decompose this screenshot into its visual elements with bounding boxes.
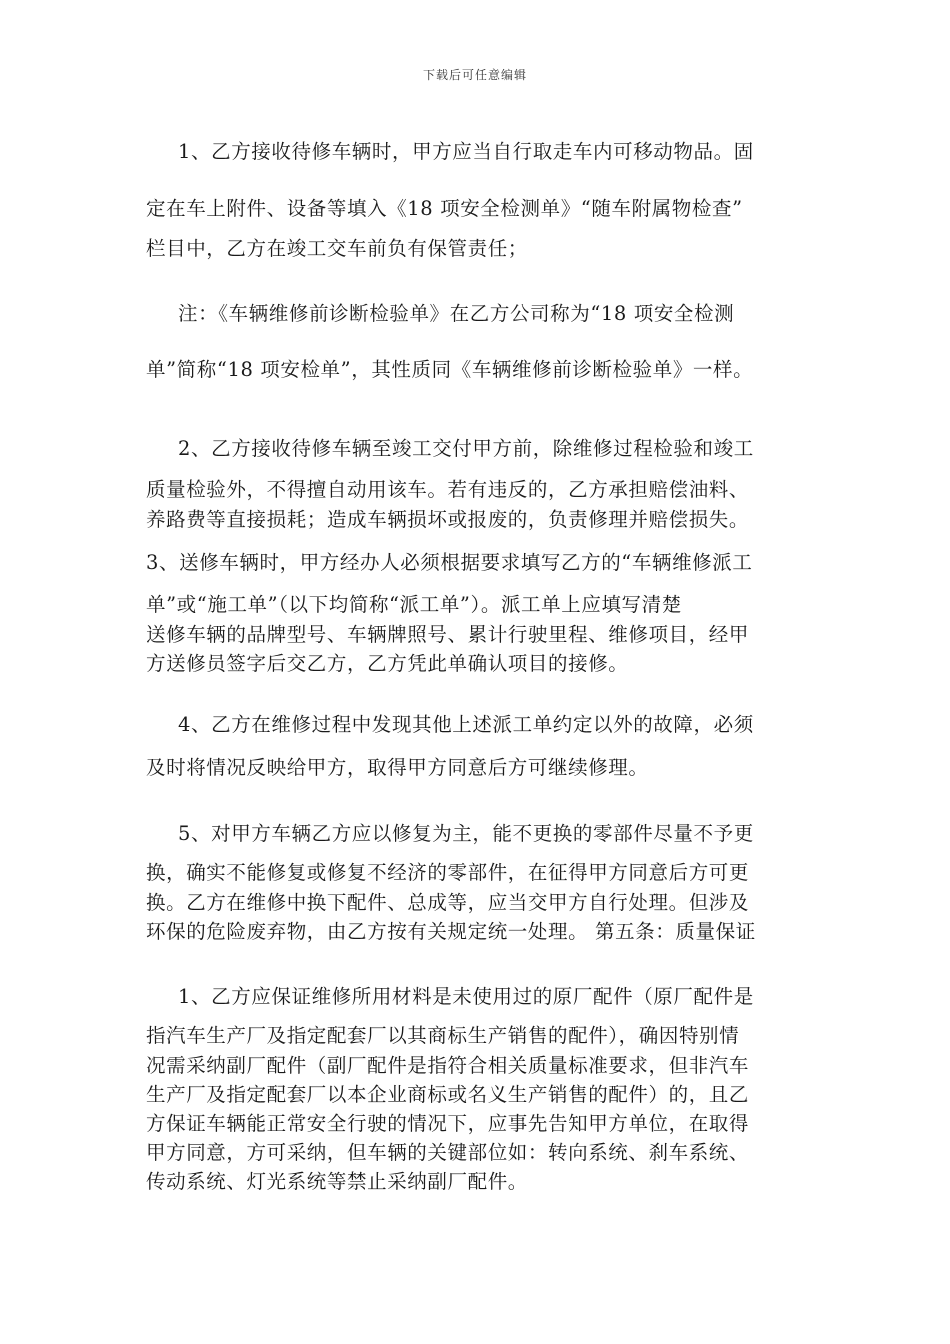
text-line: 1、乙方接收待修车辆时，甲方应当自行取走车内可移动物品。固 bbox=[178, 140, 754, 163]
text-line: 4、乙方在维修过程中发现其他上述派工单约定以外的故障，必须 bbox=[178, 713, 754, 736]
text-line: 单”简称“18 项安检单”，其性质同《车辆维修前诊断检验单》一样。 bbox=[146, 358, 754, 381]
text-line: 定在车上附件、设备等填入《18 项安全检测单》“随车附属物检查” bbox=[146, 197, 743, 220]
text-line: 送修车辆的品牌型号、车辆牌照号、累计行驶里程、维修项目，经甲 bbox=[146, 623, 750, 646]
text-line: 注：《车辆维修前诊断检验单》在乙方公司称为“18 项安全检测 bbox=[178, 302, 735, 325]
text-line: 2、乙方接收待修车辆至竣工交付甲方前，除维修过程检验和竣工 bbox=[178, 437, 754, 460]
text-line: 况需采纳副厂配件（副厂配件是指符合相关质量标准要求，但非汽车 bbox=[146, 1054, 750, 1077]
text-line: 1、乙方应保证维修所用材料是未使用过的原厂配件（原厂配件是 bbox=[178, 985, 754, 1008]
text-line: 质量检验外，不得擅自动用该车。若有违反的，乙方承担赔偿油料、 bbox=[146, 478, 750, 501]
text-line: 指汽车生产厂及指定配套厂以其商标生产销售的配件），确因特别情 bbox=[146, 1024, 740, 1047]
page-header: 下载后可任意编辑 bbox=[422, 68, 527, 82]
text-line: 换。乙方在维修中换下配件、总成等，应当交甲方自行处理。但涉及 bbox=[146, 891, 750, 914]
text-line: 方送修员签字后交乙方，乙方凭此单确认项目的接修。 bbox=[146, 652, 629, 675]
text-line: 5、对甲方车辆乙方应以修复为主，能不更换的零部件尽量不予更 bbox=[178, 822, 754, 845]
text-line: 传动系统、灯光系统等禁止采纳副厂配件。 bbox=[146, 1170, 528, 1193]
text-line: 养路费等直接损耗；造成车辆损坏或报废的，负责修理并赔偿损失。 bbox=[146, 508, 750, 531]
text-line: 生产厂及指定配套厂以本企业商标或名义生产销售的配件）的，且乙 bbox=[146, 1083, 750, 1106]
text-line: 换，确实不能修复或修复不经济的零部件，在征得甲方同意后方可更 bbox=[146, 861, 750, 884]
text-line: 栏目中，乙方在竣工交车前负有保管责任； bbox=[146, 237, 528, 260]
text-line: 甲方同意，方可采纳，但车辆的关键部位如：转向系统、刹车系统、 bbox=[146, 1141, 750, 1164]
text-line: 及时将情况反映给甲方，取得甲方同意后方可继续修理。 bbox=[146, 756, 649, 779]
text-line: 环保的危险废弃物，由乙方按有关规定统一处理。 第五条：质量保证 bbox=[146, 920, 756, 943]
text-line: 3、送修车辆时，甲方经办人必须根据要求填写乙方的“车辆维修派工 bbox=[146, 551, 753, 574]
text-line: 方保证车辆能正常安全行驶的情况下，应事先告知甲方单位，在取得 bbox=[146, 1112, 750, 1135]
text-line: 单”或“施工单”（以下均简称“派工单”）。派工单上应填写清楚 bbox=[146, 593, 682, 616]
